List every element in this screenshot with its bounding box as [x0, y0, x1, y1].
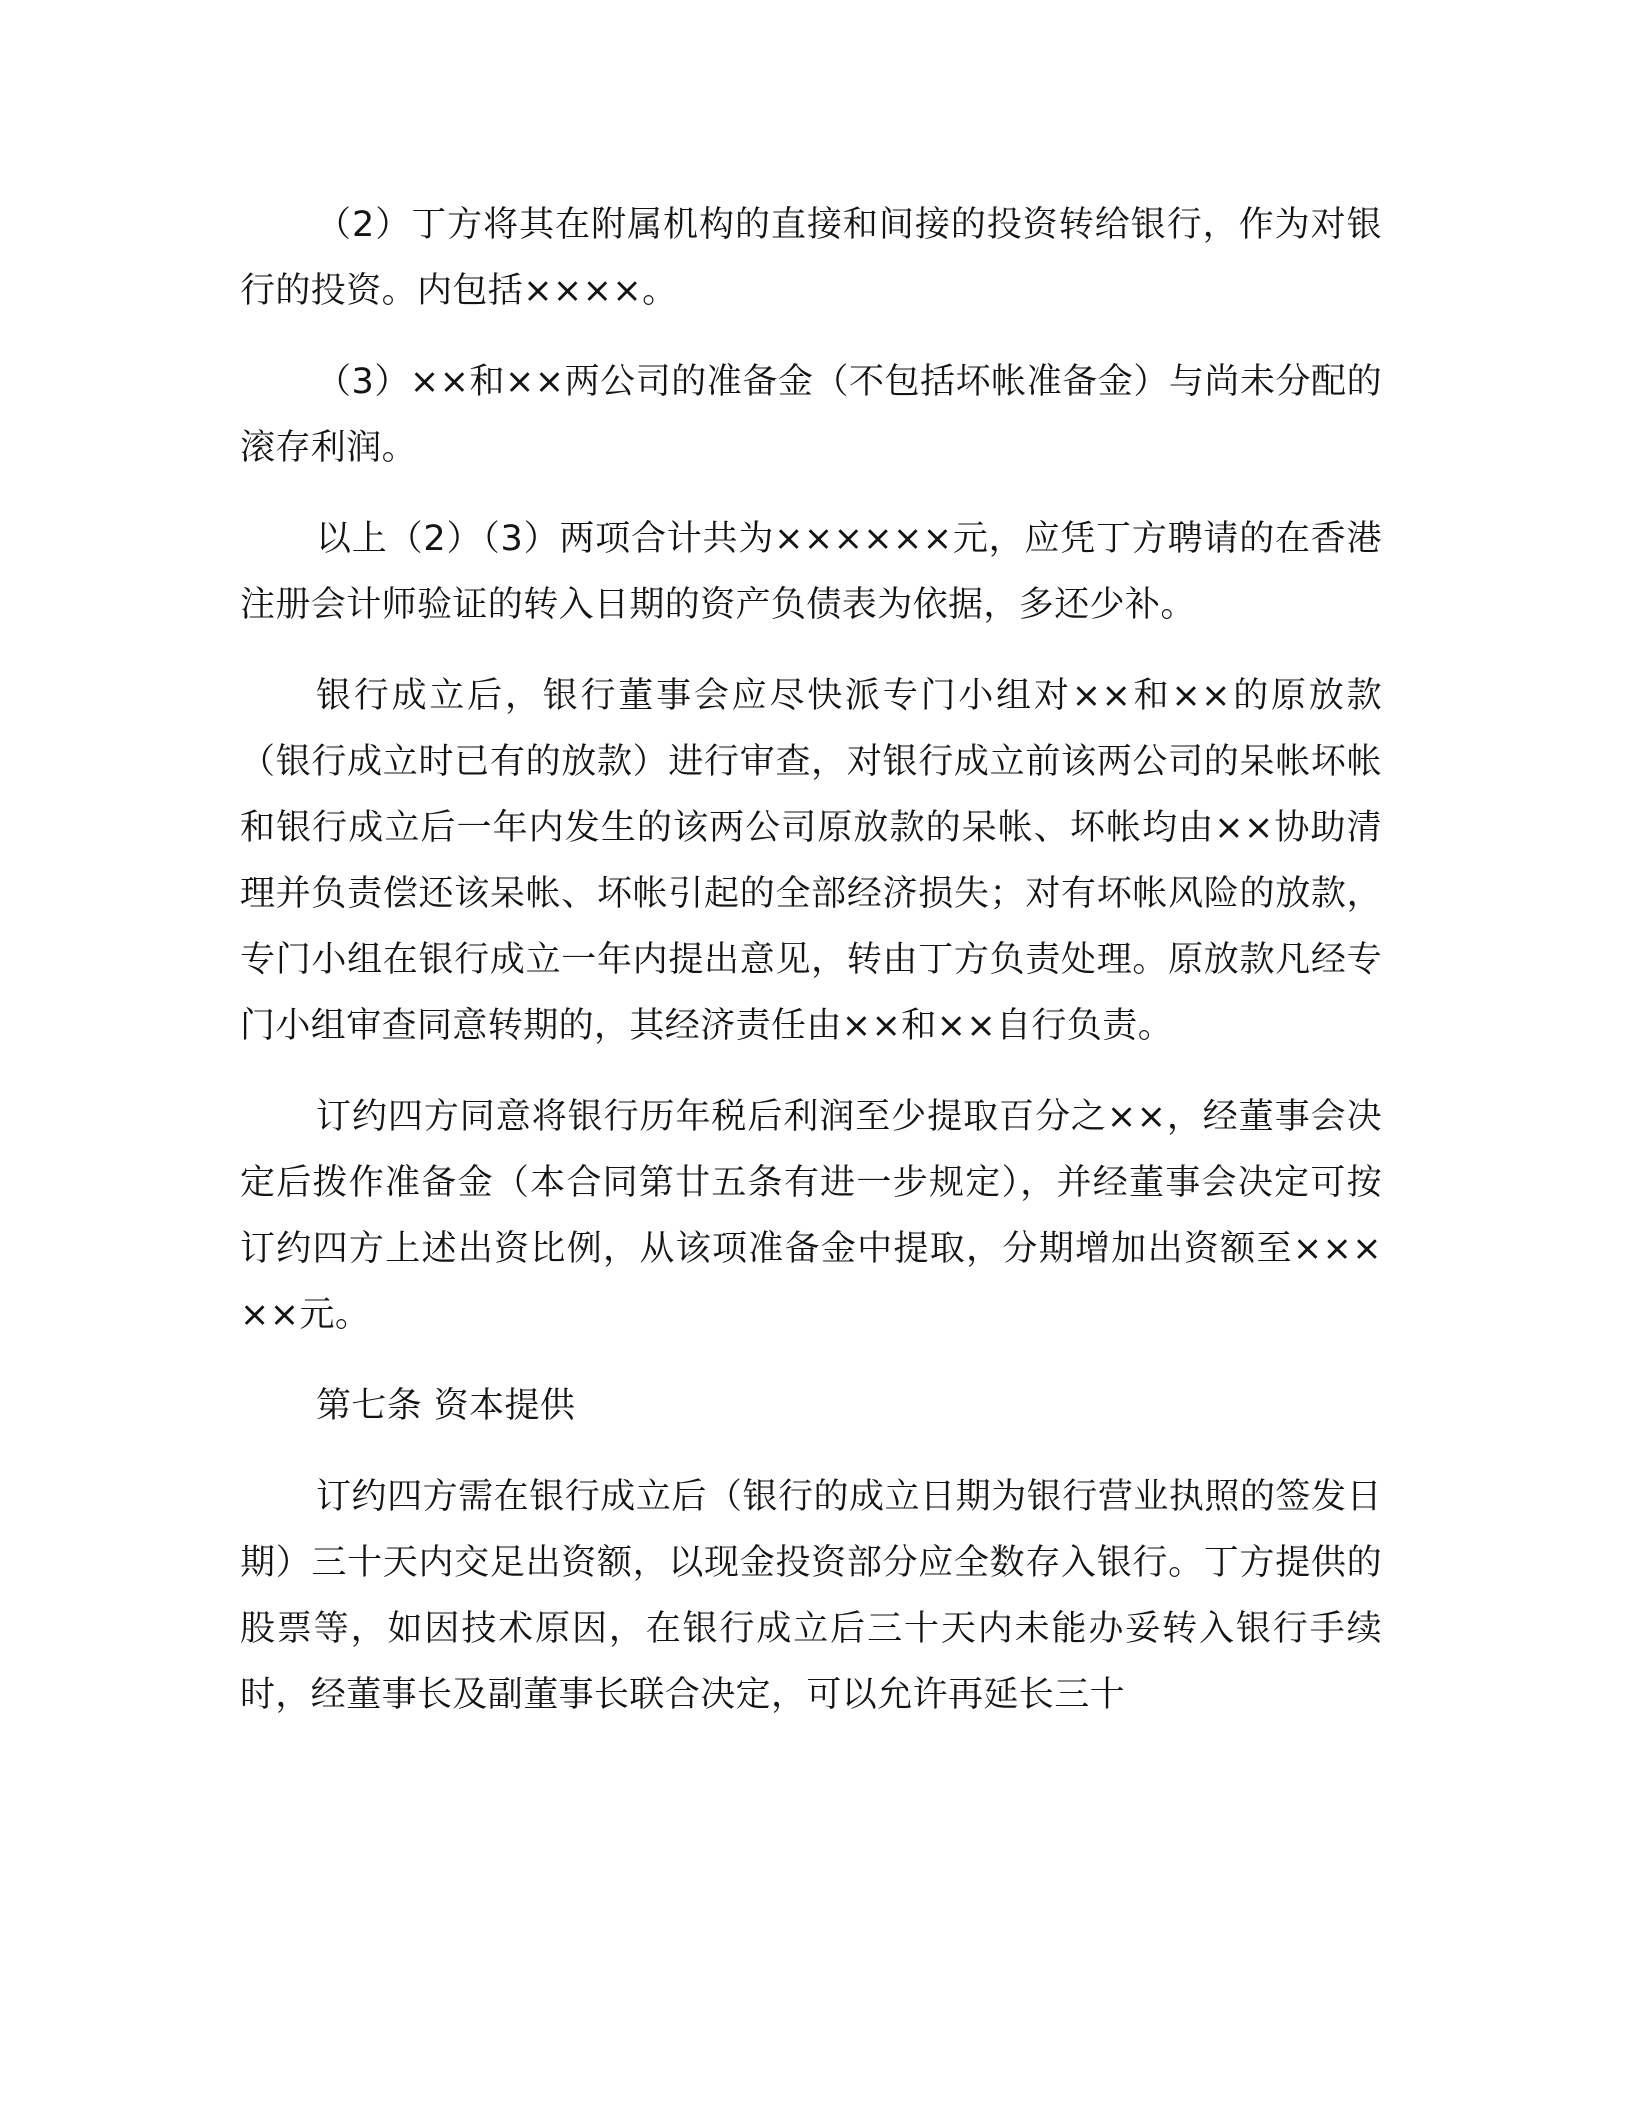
- paragraph-capital-provision: 订约四方需在银行成立后（银行的成立日期为银行营业执照的签发日期）三十天内交足出资额，以现金投资部分应全数存入银行。丁方提供的股票等，如因技术原因，在银行成立后三十天内未能办妥转入银行手续时，经董事长及副董事长联合决定，可以允许再延长三十: [240, 1477, 1382, 1715]
- paragraph-total-amount: 以上（2）（3）两项合计共为××××××元，应凭丁方聘请的在香港注册会计师验证的转入日期的资产负债表为依据，多还少补。: [240, 519, 1382, 625]
- article-heading: 第七条 资本提供: [316, 1386, 576, 1426]
- paragraph-item-2: （2）丁方将其在附属机构的直接和间接的投资转给银行，作为对银行的投资。内包括××××。: [240, 205, 1382, 311]
- paragraph-item-3: （3）××和××两公司的准备金（不包括坏帐准备金）与尚未分配的滚存利润。: [240, 362, 1382, 468]
- paragraph-reserve-fund: 订约四方同意将银行历年税后利润至少提取百分之××，经董事会决定后拨作准备金（本合同第廿五条有进一步规定），并经董事会决定可按订约四方上述出资比例，从该项准备金中提取，分期增加出资额至×××××元。: [240, 1097, 1382, 1335]
- paragraph-loan-review: 银行成立后，银行董事会应尽快派专门小组对××和××的原放款（银行成立时已有的放款）进行审查，对银行成立前该两公司的呆帐坏帐和银行成立后一年内发生的该两公司原放款的呆帐、坏帐均由××协助清理并负责偿还该呆帐、坏帐引起的全部经济损失；对有坏帐风险的放款，专门小组在银行成立一年内提出意见，转由丁方负责处理。原放款凡经专门小组审查同意转期的，其经济责任由××和××自行负责。: [240, 676, 1382, 1046]
- document-body: [240, 192, 1382, 1753]
